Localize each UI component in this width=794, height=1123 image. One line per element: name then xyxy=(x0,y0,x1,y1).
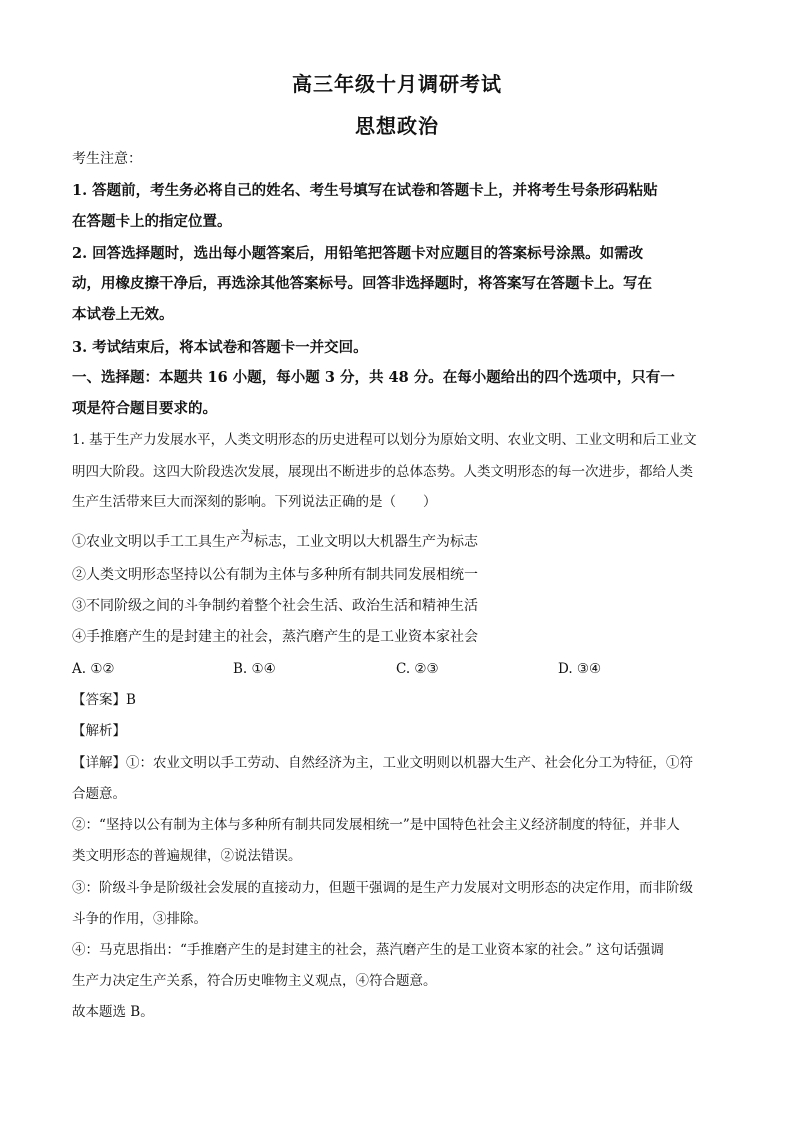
notice-line: 动，用橡皮擦干净后，再选涂其他答案标号。回答非选择题时，将答案写在答题卡上。写在 xyxy=(72,275,652,292)
statement-1 xyxy=(72,529,722,552)
analysis-line: 合题意。 xyxy=(72,786,126,802)
exam-title: 高三年级十月调研考试 xyxy=(292,72,502,96)
question-stem: 生产生活带来巨大而深刻的影响。下列说法正确的是（ ） xyxy=(72,494,437,510)
statement-3: ③不同阶级之间的斗争制约着整个社会生活、政治生活和精神生活 xyxy=(72,598,478,614)
option-c: C. ②③ xyxy=(396,661,439,677)
statement-1-text: ①农业文明以手工工具生产 xyxy=(72,534,240,550)
analysis-line: ④：马克思指出：“手推磨产生的是封建主的社会，蒸汽磨产生的是工业资本家的社会。” 这句话强调 xyxy=(72,942,664,958)
notice-line: 3. 考试结束后，将本试卷和答题卡一并交回。 xyxy=(72,339,368,356)
option-d: D. ③④ xyxy=(558,661,602,677)
notice-line: 在答题卡上的指定位置。 xyxy=(72,213,232,230)
option-b: B. ①④ xyxy=(233,661,276,677)
answer-line: 【答案】B xyxy=(72,692,136,708)
notice-line: 2. 回答选择题时，选出每小题答案后，用铅笔把答题卡对应题目的答案标号涂黑。如需改 xyxy=(72,245,644,262)
statement-2: ②人类文明形态坚持以公有制为主体与多种所有制共同发展相统一 xyxy=(72,567,478,583)
notice-heading: 考生注意： xyxy=(72,151,142,167)
statement-1-text-end: 标志，工业文明以大机器生产为标志 xyxy=(254,534,478,550)
notice-line: 1. 答题前，考生务必将自己的姓名、考生号填写在试卷和答题卡上，并将考生号条形码粘贴 xyxy=(72,182,658,199)
analysis-line: 【详解】①：农业文明以手工劳动、自然经济为主，工业文明则以机器大生产、社会化分工为特征，①符 xyxy=(72,755,693,771)
analysis-line: 类文明形态的普遍规律，②说法错误。 xyxy=(72,848,302,864)
analysis-line: 斗争的作用，③排除。 xyxy=(72,911,207,927)
section-heading: 项是符合题目要求的。 xyxy=(72,400,217,417)
analysis-line: ②：“坚持以公有制为主体与多种所有制共同发展相统一”是中国特色社会主义经济制度的特征，并非人 xyxy=(72,817,680,833)
analysis-line: ③：阶级斗争是阶级社会发展的直接动力，但题干强调的是生产力发展对文明形态的决定作用，而非阶级 xyxy=(72,880,693,896)
analysis-label: 【解析】 xyxy=(72,723,126,739)
statement-1-superscript: 为 xyxy=(240,529,254,545)
question-stem: 明四大阶段。这四大阶段迭次发展，展现出不断进步的总体态势。人类文明形态的每一次进步，都给人类 xyxy=(72,464,693,480)
statement-4: ④手推磨产生的是封建主的社会，蒸汽磨产生的是工业资本家社会 xyxy=(72,629,478,645)
option-a: A. ①② xyxy=(72,661,115,677)
question-stem: 1. 基于生产力发展水平，人类文明形态的历史进程可以划分为原始文明、农业文明、工业文明和后工业文 xyxy=(72,432,697,448)
subject-title: 思想政治 xyxy=(355,114,439,138)
analysis-line: 故本题选 B。 xyxy=(72,1004,154,1020)
analysis-line: 生产力决定生产关系，符合历史唯物主义观点，④符合题意。 xyxy=(72,973,437,989)
notice-line: 本试卷上无效。 xyxy=(72,306,174,323)
section-heading: 一、选择题：本题共 16 小题，每小题 3 分，共 48 分。在每小题给出的四个选项中，只有一 xyxy=(72,369,675,386)
